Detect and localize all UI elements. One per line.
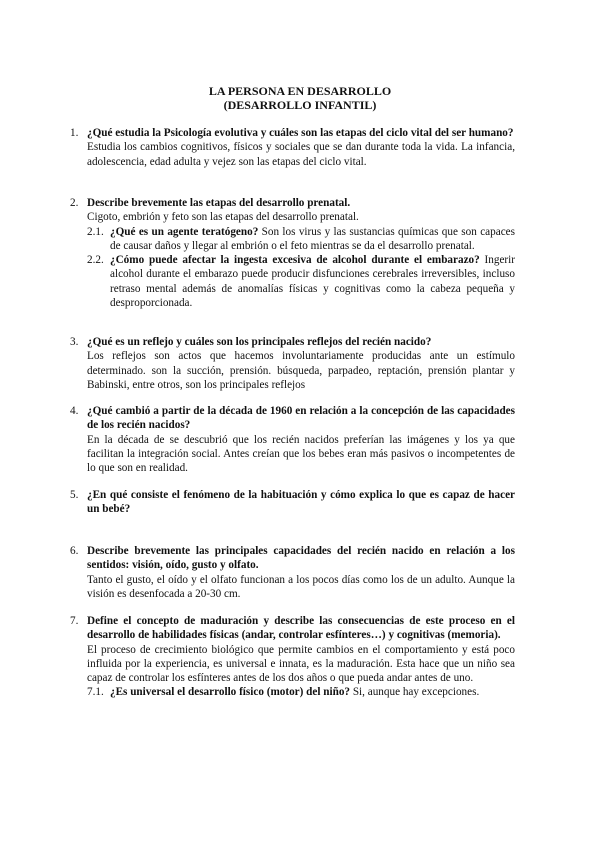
question-number: 4. <box>70 405 79 417</box>
sub-question-text: ¿Qué es un agente teratógeno? <box>110 225 259 238</box>
sub-answer-text: Son los virus y las sustancias químicas que son capaces de causar daños y llegar al embrión o el feto mientras se da el desarrollo prenatal. <box>110 225 515 252</box>
sub-question-item <box>87 253 515 310</box>
answer-text: En la década de se descubrió que los recién nacidos preferían las imágenes y los ya que facilitan la integración social. Antes creían que los bebes eran más pasivos o incompetentes de lo que son en realidad. <box>87 433 515 475</box>
sub-answer-text: Si, aunque hay excepciones. <box>350 686 480 699</box>
question-item <box>70 126 515 169</box>
question-number: 2. <box>70 197 79 209</box>
sub-question-item <box>87 225 515 254</box>
question-item <box>70 488 515 517</box>
question-text: ¿Qué es un reflejo y cuáles son los principales reflejos del recién nacido? <box>87 336 432 348</box>
sub-question-number: 2.2. <box>87 254 104 267</box>
answer-text: El proceso de crecimiento biológico que permite cambios en el comportamiento y está poco influida por la experiencia, es universal e innata, es la maduración. Esta hace que un niño sea capaz de controlar los esfínteres antes de los dos años o que pueda andar antes de uno. <box>87 643 515 685</box>
question-text: ¿En qué consiste el fenómeno de la habituación y cómo explica lo que es capaz de hacer un bebé? <box>87 489 515 516</box>
document-subtitle: (DESARROLLO INFANTIL) <box>223 98 377 112</box>
answer-text: Estudia los cambios cognitivos, físicos y sociales que se dan durante toda la vida. La infancia, adolescencia, edad adulta y vejez son las etapas del ciclo vital. <box>87 141 515 168</box>
question-text: ¿Qué estudia la Psicología evolutiva y cuáles son las etapas del ciclo vital del ser humano? <box>87 127 514 139</box>
sub-question-item <box>87 685 515 699</box>
sub-question-text: ¿Es universal el desarrollo físico (motor) del niño? <box>110 686 351 699</box>
sub-question-text: ¿Cómo puede afectar la ingesta excesiva de alcohol durante el embarazo? <box>110 254 480 267</box>
question-item <box>70 614 515 700</box>
question-number: 1. <box>70 127 79 139</box>
sub-answer-text: Ingerir alcohol durante el embarazo puede producir disfunciones cerebrales irreversibles, incluso retraso mental además de anomalías físicas y cognitivas como la cabeza pequeña y desproporcionada. <box>110 254 515 310</box>
question-item <box>70 404 515 475</box>
document-title: LA PERSONA EN DESARROLLO <box>208 84 392 98</box>
answer-text: Los reflejos son actos que hacemos involuntariamente producidas ante un estímulo determinado. son la succión, prensión. búsqueda, parpadeo, reptación, prensión plantar y Babinski, entre otros, son los principales reflejos <box>87 350 515 391</box>
question-text: ¿Qué cambió a partir de la década de 1960 en relación a la concepción de las capacidades de los recién nacidos? <box>87 405 515 432</box>
question-number: 7. <box>70 615 79 627</box>
sub-question-number: 7.1. <box>87 686 104 699</box>
question-text: Define el concepto de maduración y describe las consecuencias de este proceso en el desarrollo de habilidades físicas (andar, controlar esfínteres…) y cognitivas (memoria). <box>87 615 515 642</box>
question-item <box>70 544 515 601</box>
question-number: 3. <box>70 336 79 348</box>
question-text: Describe brevemente las etapas del desarrollo prenatal. <box>87 197 351 209</box>
question-number: 5. <box>70 489 79 501</box>
sub-question-number: 2.1. <box>87 225 104 238</box>
question-item <box>70 335 515 392</box>
question-text: Describe brevemente las principales capacidades del recién nacido en relación a los sentidos: visión, oído, gusto y olfato. <box>87 545 515 572</box>
question-number: 6. <box>70 545 79 557</box>
answer-text: Cigoto, embrión y feto son las etapas del desarrollo prenatal. <box>87 211 359 224</box>
answer-text: Tanto el gusto, el oído y el olfato funcionan a los pocos días como los de un adulto. Aunque la visión es desenfocada a 20-30 cm. <box>87 573 515 600</box>
question-item <box>70 196 515 310</box>
